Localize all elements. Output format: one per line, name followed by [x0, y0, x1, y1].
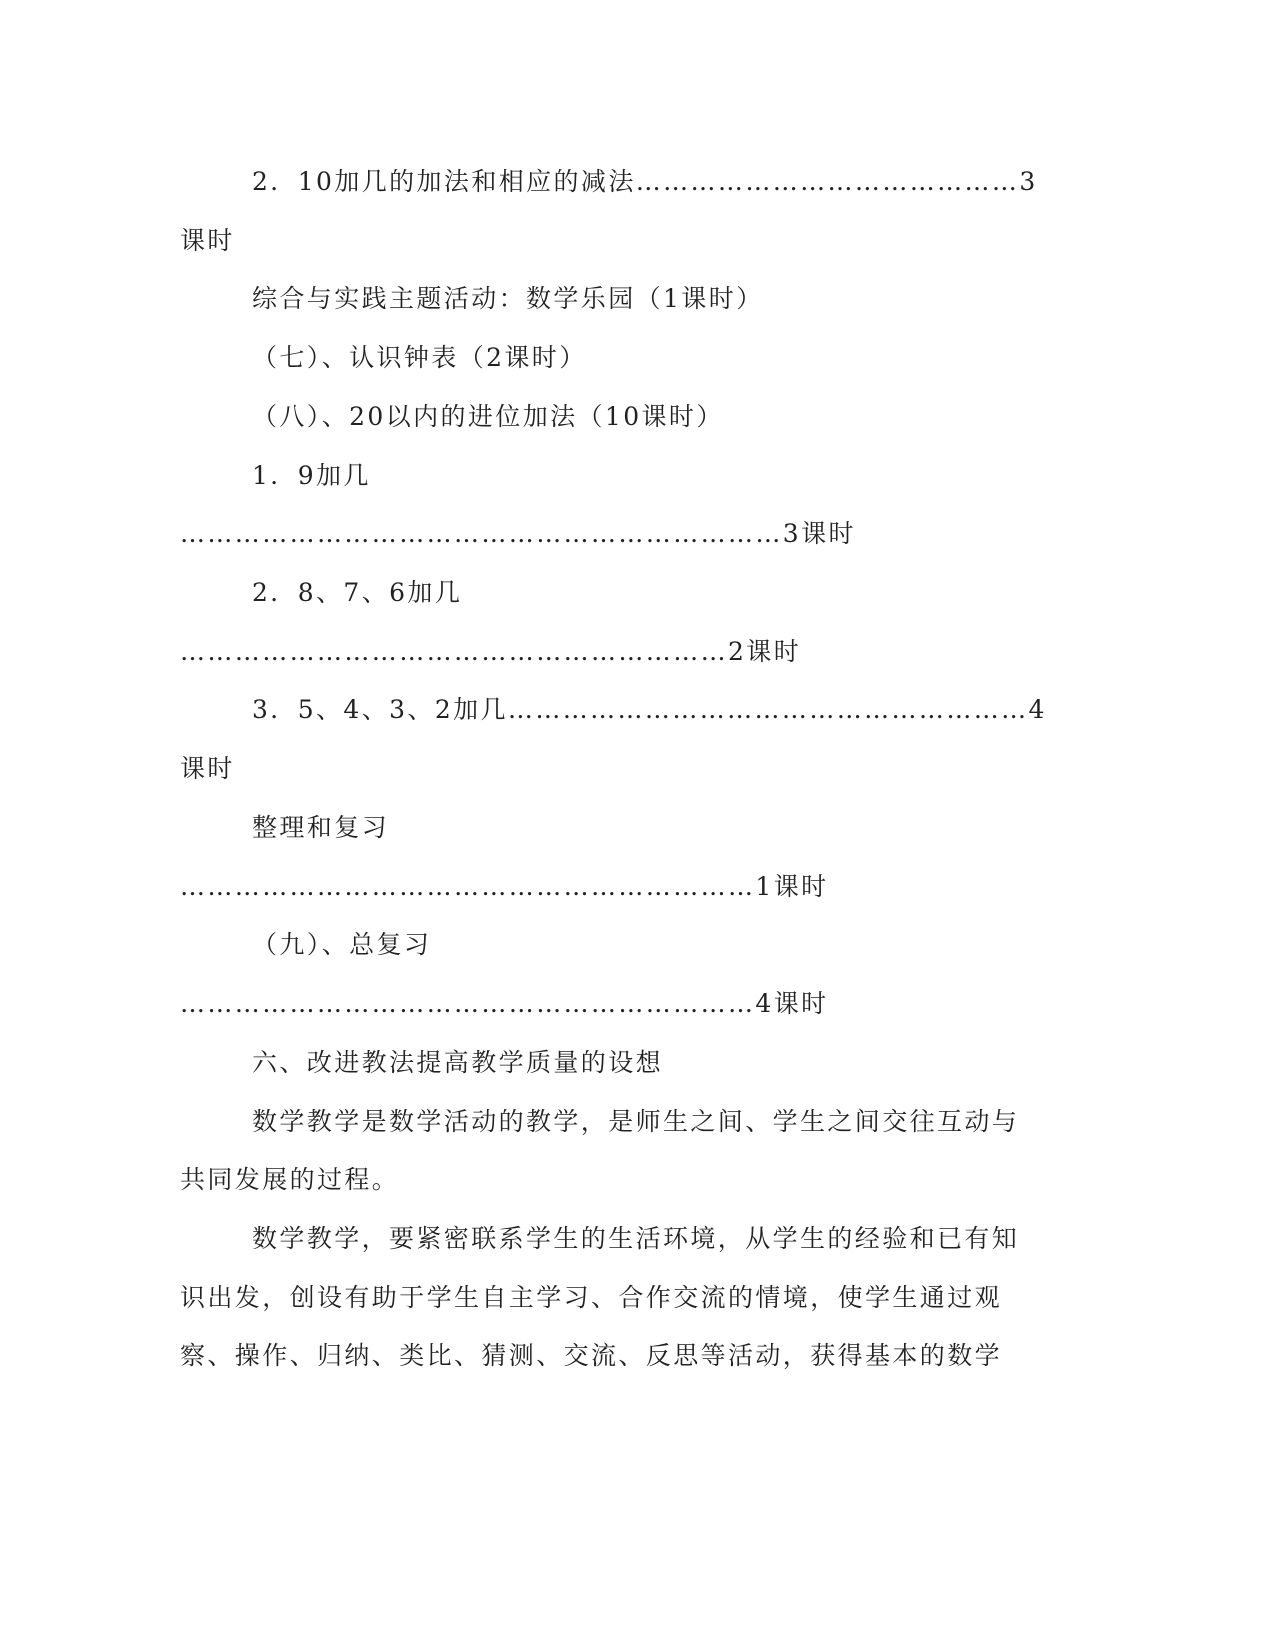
toc-line-review: 整理和复习 [252, 813, 390, 842]
toc-line-9-plus-leader: …………………………………………………………3课时 [180, 519, 856, 548]
toc-section-9-leader: ………………………………………………………4课时 [180, 989, 829, 1018]
toc-section-8: （八）、20以内的进位加法（10课时） [252, 402, 724, 431]
toc-section-7: （七）、认识钟表（2课时） [252, 343, 587, 372]
toc-line-9-plus: 1．9加几 [252, 461, 371, 490]
toc-line-876-plus: 2．8、7、6加几 [252, 578, 463, 607]
section-heading-6: 六、改进教法提高教学质量的设想 [252, 1048, 664, 1077]
toc-line-876-plus-leader: ……………………………………………………2课时 [180, 637, 802, 666]
toc-line-10-plus: 2．10加几的加法和相应的减法……………………………………3 [252, 167, 1038, 196]
toc-line-review-leader: ………………………………………………………1课时 [180, 872, 829, 901]
paragraph-1-line-1: 数学教学是数学活动的教学，是师生之间、学生之间交往互动与 [252, 1107, 1020, 1136]
toc-line-10-plus-cont: 课时 [180, 226, 235, 255]
toc-line-5432-plus: 3．5、4、3、2加几…………………………………………………4 [252, 695, 1047, 724]
paragraph-2-line-2: 识出发，创设有助于学生自主学习、合作交流的情境，使学生通过观 [180, 1283, 1003, 1312]
toc-line-math-park: 综合与实践主题活动：数学乐园（1课时） [252, 284, 764, 313]
toc-section-9: （九）、总复习 [252, 930, 432, 959]
paragraph-2-line-3: 察、操作、归纳、类比、猜测、交流、反思等活动，获得基本的数学 [180, 1341, 1003, 1370]
toc-line-5432-plus-cont: 课时 [180, 754, 235, 783]
paragraph-2-line-1: 数学教学，要紧密联系学生的生活环境，从学生的经验和已有知 [252, 1224, 1020, 1253]
paragraph-1-line-2: 共同发展的过程。 [180, 1165, 400, 1194]
